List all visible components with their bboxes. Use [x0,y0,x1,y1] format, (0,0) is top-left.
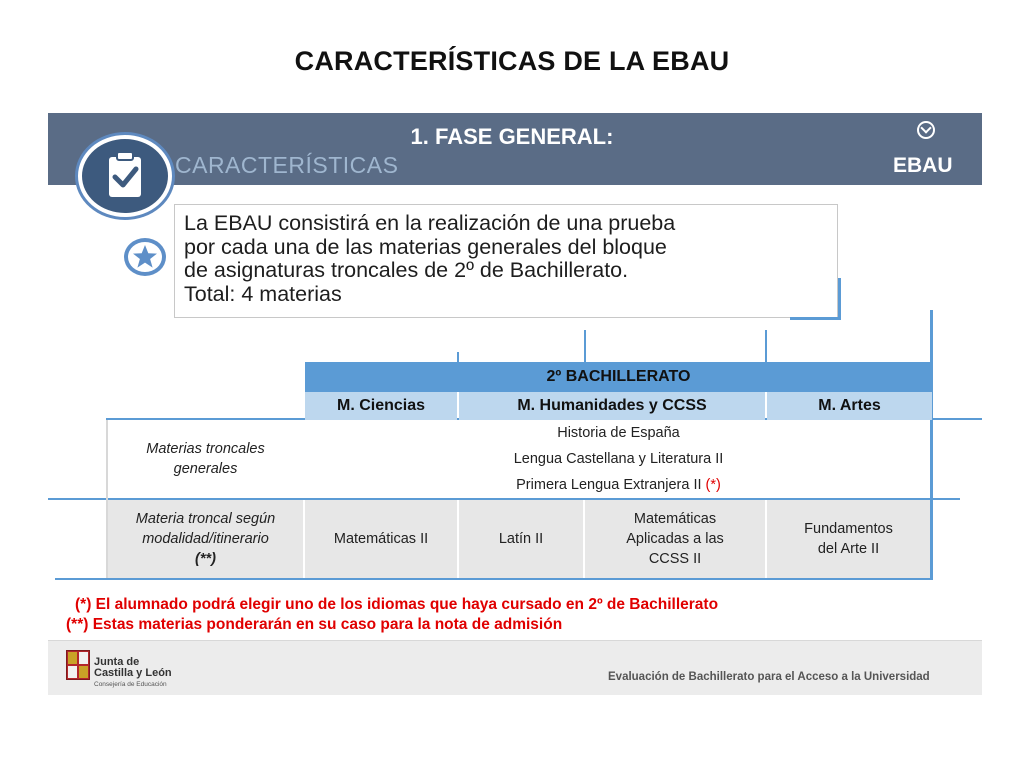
general-subject: Lengua Castellana y Literatura II [513,451,724,467]
table-cell [585,500,765,578]
general-subject-text: Primera Lengua Extranjera II [516,477,702,493]
cell-text: Matemáticas [633,511,717,527]
row-label-line: (**) [195,551,216,567]
divider-line [55,578,931,580]
table-cell [459,500,583,578]
description-text [184,212,834,306]
footer-caption: Evaluación de Bachillerato para el Acceso a la Universidad [608,671,930,683]
description-line: por cada una de las materias generales del bloque [184,234,667,259]
cell-text: Latín II [498,531,544,547]
table-header: 2º BACHILLERATO [305,362,932,392]
cell-text: Fundamentos [804,521,893,537]
general-subject: Historia de España [557,425,680,441]
cell-text: Aplicadas a las [626,531,724,547]
footer-bar [48,640,982,695]
row-label-troncal-modalidad [108,500,303,578]
modality-humanidades: M. Humanidades y CCSS [459,392,765,420]
clipboard-check-icon [78,135,172,217]
description-line: Total: 4 materias [184,281,342,306]
table-cell [305,500,457,578]
coat-of-arms-icon [66,650,90,680]
modality-ciencias: M. Ciencias [305,392,457,420]
cell-text: CCSS II [648,551,702,567]
chevron-down-circle-icon [917,121,935,139]
slide-title: CARACTERÍSTICAS DE LA EBAU [294,46,730,76]
org-name [94,657,172,679]
divider-line [457,352,459,362]
footnote-2: (**) Estas materias ponderarán en su caso para la nota de admisión [66,616,563,633]
divider-line [765,330,767,362]
ebau-logo: EBAU [893,154,953,177]
section-label: CARACTERÍSTICAS [175,152,399,178]
footnote-marker: (*) [705,477,721,493]
divider-line [930,310,933,580]
row-label-line: Materia troncal según [135,511,276,527]
cell-text: Matemáticas II [333,531,429,547]
row-label-troncales-generales [108,420,303,498]
row-label-line: Materias troncales [146,441,265,457]
divider-line [838,278,841,320]
general-subject [305,477,932,493]
phase-title: 1. FASE GENERAL: [410,124,614,149]
org-name-line: Junta de [94,656,140,668]
description-line: La EBAU consistirá en la realización de una prueba [184,211,676,235]
star-icon [124,238,166,276]
cell-text: del Arte II [817,541,880,557]
modality-artes: M. Artes [767,392,932,420]
row-label-line: modalidad/itinerario [142,531,269,547]
footnote-1: (*) El alumnado podrá elegir uno de los idiomas que haya cursado en 2º de Bachillerato [75,596,719,613]
divider-line [790,317,841,320]
row-label-line: generales [173,461,238,477]
org-subtitle: Consejería de Educación [94,681,167,688]
org-name-line: Castilla y León [94,667,172,679]
divider-line [584,330,586,362]
table-cell [767,500,930,578]
description-line: de asignaturas troncales de 2º de Bachillerato. [184,258,629,282]
